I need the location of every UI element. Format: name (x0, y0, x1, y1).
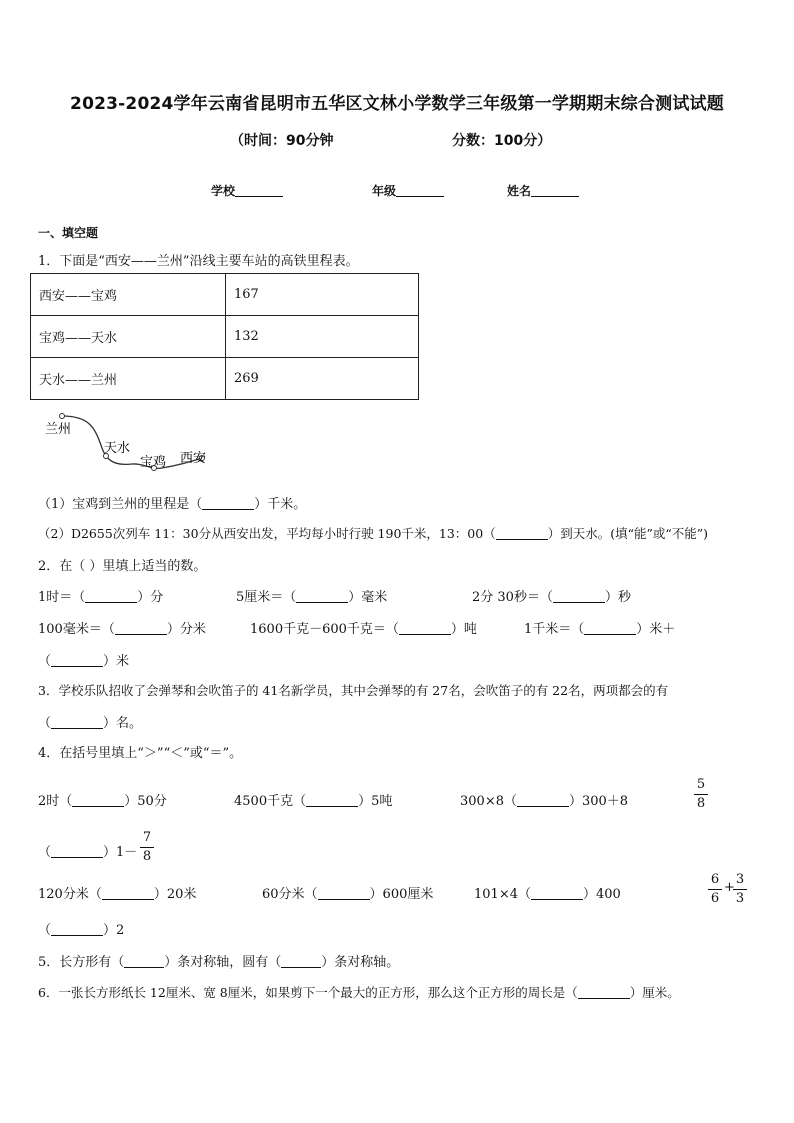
fraction: 5 8 (694, 777, 708, 812)
answer-blank[interactable] (496, 527, 548, 540)
answer-blank[interactable] (306, 794, 358, 807)
table-row (31, 316, 419, 358)
fraction: 7 8 (140, 830, 154, 865)
q2-item: 1600千克－600千克＝（ ）吨 (250, 622, 477, 637)
table-cell: 132 (226, 316, 419, 358)
answer-blank[interactable] (202, 497, 254, 510)
table-row (31, 274, 419, 316)
q1-sub2: （2）D2655次列车 11：30分从西安出发，平均每小时行驶 190千米，13：00（ ）到天水。(填“能”或“不能”) (38, 526, 709, 541)
answer-blank[interactable] (72, 794, 124, 807)
table-cell: 269 (226, 358, 419, 400)
q2-item: 100毫米＝（ ）分米 (38, 622, 206, 637)
table-cell: 宝鸡——天水 (31, 316, 226, 358)
answer-blank[interactable] (281, 955, 321, 968)
q4-item: （ ）1－ (38, 845, 138, 860)
q2-stem: 2．在（ ）里填上适当的数。 (38, 559, 207, 574)
answer-blank[interactable] (399, 622, 451, 635)
map-label-lanzhou: 兰州 (45, 422, 72, 437)
q3-answer: （ ）名。 (38, 716, 143, 731)
q4-item: 60分米（ ）600厘米 (262, 887, 434, 902)
grade-field[interactable]: 年级 (372, 182, 444, 199)
answer-blank[interactable] (531, 887, 583, 900)
q5-stem: 5．长方形有（ ）条对称轴，圆有（ ）条对称轴。 (38, 955, 400, 970)
exam-score: 分数：100分） (452, 133, 552, 149)
section-heading: 一、填空题 (38, 226, 99, 240)
station-dot (60, 414, 65, 419)
map-label-baoji: 宝鸡 (140, 455, 167, 470)
q6-stem: 6．一张长方形纸长 12厘米、宽 8厘米，如果剪下一个最大的正方形，那么这个正方形的周长是（ ）厘米。 (38, 985, 680, 1000)
q3-stem: 3．学校乐队招收了会弹琴和会吹笛子的 41名新学员，其中会弹琴的有 27名，会吹笛子的有 22名，两项都会的有 (38, 683, 669, 698)
q4-item: 120分米（ ）20米 (38, 887, 197, 902)
table-cell: 西安——宝鸡 (31, 274, 226, 316)
answer-blank[interactable] (124, 955, 164, 968)
q2-item: 1千米＝（ ）米＋ (524, 622, 676, 637)
answer-blank[interactable] (296, 590, 348, 603)
name-field[interactable]: 姓名 (507, 182, 579, 199)
map-label-xian: 西安 (180, 451, 207, 466)
q4-stem: 4．在括号里填上“＞”“＜”或“＝”。 (38, 746, 243, 761)
answer-blank[interactable] (578, 986, 630, 999)
school-field[interactable]: 学校 (211, 182, 283, 199)
answer-blank[interactable] (115, 622, 167, 635)
q2-item: 5厘米＝（ ）毫米 (236, 590, 388, 605)
map-label-tianshui: 天水 (104, 441, 131, 456)
plus-sign: + (724, 880, 735, 895)
q1-stem: 1．下面是“西安——兰州”沿线主要车站的高铁里程表。 (38, 254, 359, 269)
q2-item: 2分 30秒＝（ ）秒 (472, 590, 631, 605)
q4-item: （ ）2 (38, 923, 125, 938)
answer-blank[interactable] (51, 716, 103, 729)
q4-item: 2时（ ）50分 (38, 794, 167, 809)
answer-blank[interactable] (51, 845, 103, 858)
fraction: 6 6 (708, 872, 722, 907)
answer-blank[interactable] (584, 622, 636, 635)
answer-blank[interactable] (318, 887, 370, 900)
distance-table (30, 273, 419, 400)
page-title: 2023-2024学年云南省昆明市五华区文林小学数学三年级第一学期期末综合测试试题 (70, 94, 724, 114)
exam-time: （时间：90分钟 (230, 133, 334, 149)
fraction: 3 3 (733, 872, 747, 907)
table-row (31, 358, 419, 400)
q2-item: 1时＝（ ）分 (38, 590, 164, 605)
railway-route-map (40, 408, 220, 474)
answer-blank[interactable] (517, 794, 569, 807)
q4-item: 300×8（ ）300＋8 (460, 794, 629, 809)
q4-item: 101×4（ ）400 (474, 887, 621, 902)
q1-sub1: （1）宝鸡到兰州的里程是（ ）千米。 (38, 497, 307, 512)
table-cell: 167 (226, 274, 419, 316)
answer-blank[interactable] (51, 654, 103, 667)
q4-item: 4500千克（ ）5吨 (234, 794, 393, 809)
q2-item: （ ）米 (38, 654, 130, 669)
answer-blank[interactable] (85, 590, 137, 603)
table-cell: 天水——兰州 (31, 358, 226, 400)
answer-blank[interactable] (553, 590, 605, 603)
answer-blank[interactable] (102, 887, 154, 900)
answer-blank[interactable] (51, 923, 103, 936)
